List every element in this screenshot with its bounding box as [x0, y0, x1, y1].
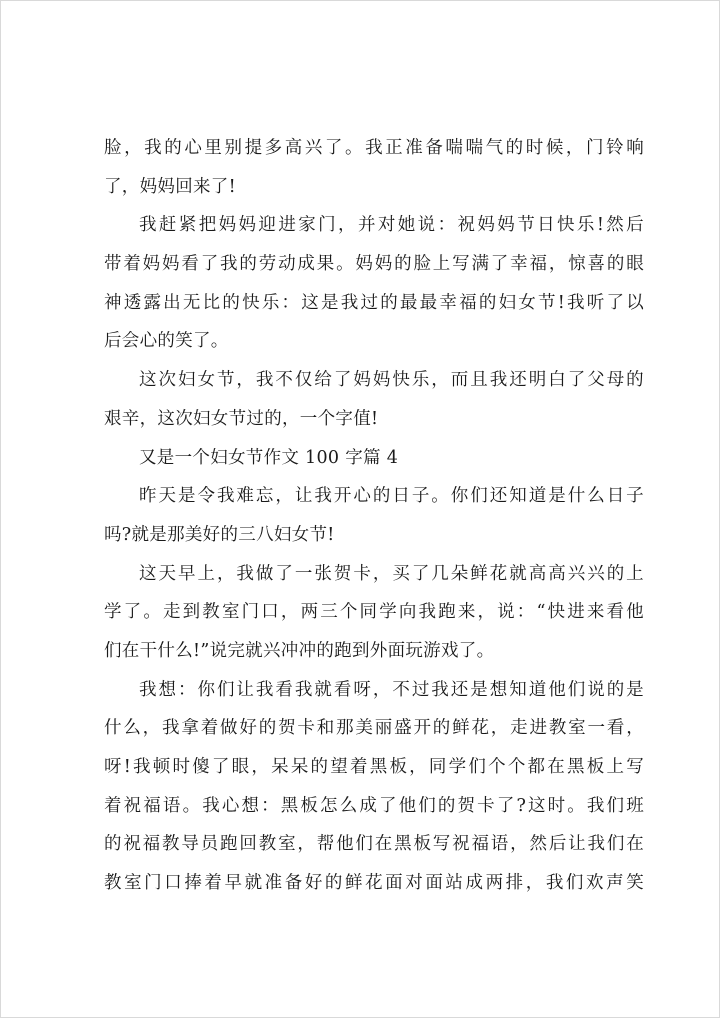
text-line: 们在干什么!”说完就兴冲冲的跑到外面玩游戏了。 — [104, 640, 495, 661]
text-line: 脸，我的心里别提多高兴了。我正准备喘喘气的时候，门铃响 — [104, 138, 644, 158]
paragraph-first-line: 这次妇女节，我不仅给了妈妈快乐，而且我还明白了父母的 — [139, 370, 644, 391]
paragraph-first-line: 我想：你们让我看我就看呀，不过我还是想知道他们说的是 — [139, 679, 644, 700]
text-line: 神透露出无比的快乐：这是我过的最最幸福的妇女节!我听了以 — [104, 292, 644, 313]
paragraph-first-line: 我赶紧把妈妈迎进家门，并对她说：祝妈妈节日快乐!然后 — [139, 215, 644, 236]
text-line: 带着妈妈看了我的劳动成果。妈妈的脸上写满了幸福，惊喜的眼 — [104, 254, 644, 275]
text-line: 什么，我拿着做好的贺卡和那美丽盛开的鲜花，走进教室一看， — [104, 718, 644, 739]
paragraph-first-line: 这天早上，我做了一张贺卡，买了几朵鲜花就高高兴兴的上 — [139, 563, 644, 584]
text-line: 吗?就是那美好的三八妇女节! — [104, 524, 335, 545]
text-line: 后会心的笑了。 — [104, 331, 229, 352]
text-line: 的祝福教导员跑回教室，帮他们在黑板写祝福语，然后让我们在 — [104, 834, 644, 855]
essay-body — [104, 129, 644, 903]
text-line: 着祝福语。我心想：黑板怎么成了他们的贺卡了?这时。我们班 — [104, 795, 644, 816]
paragraph-first-line: 昨天是令我难忘，让我开心的日子。你们还知道是什么日子 — [139, 486, 644, 507]
text-line: 艰辛，这次妇女节过的，一个字值! — [104, 408, 379, 429]
text-line: 教室门口捧着早就准备好的鲜花面对面站成两排，我们欢声笑 — [104, 873, 644, 894]
section-heading: 又是一个妇女节作文 100 字篇 4 — [139, 447, 399, 468]
text-line: 呀!我顿时傻了眼，呆呆的望着黑板，同学们个个都在黑板上写 — [104, 757, 644, 777]
text-line: 了，妈妈回来了! — [104, 176, 236, 197]
text-line: 学了。走到教室门口，两三个同学向我跑来，说：“快进来看他 — [104, 602, 644, 623]
